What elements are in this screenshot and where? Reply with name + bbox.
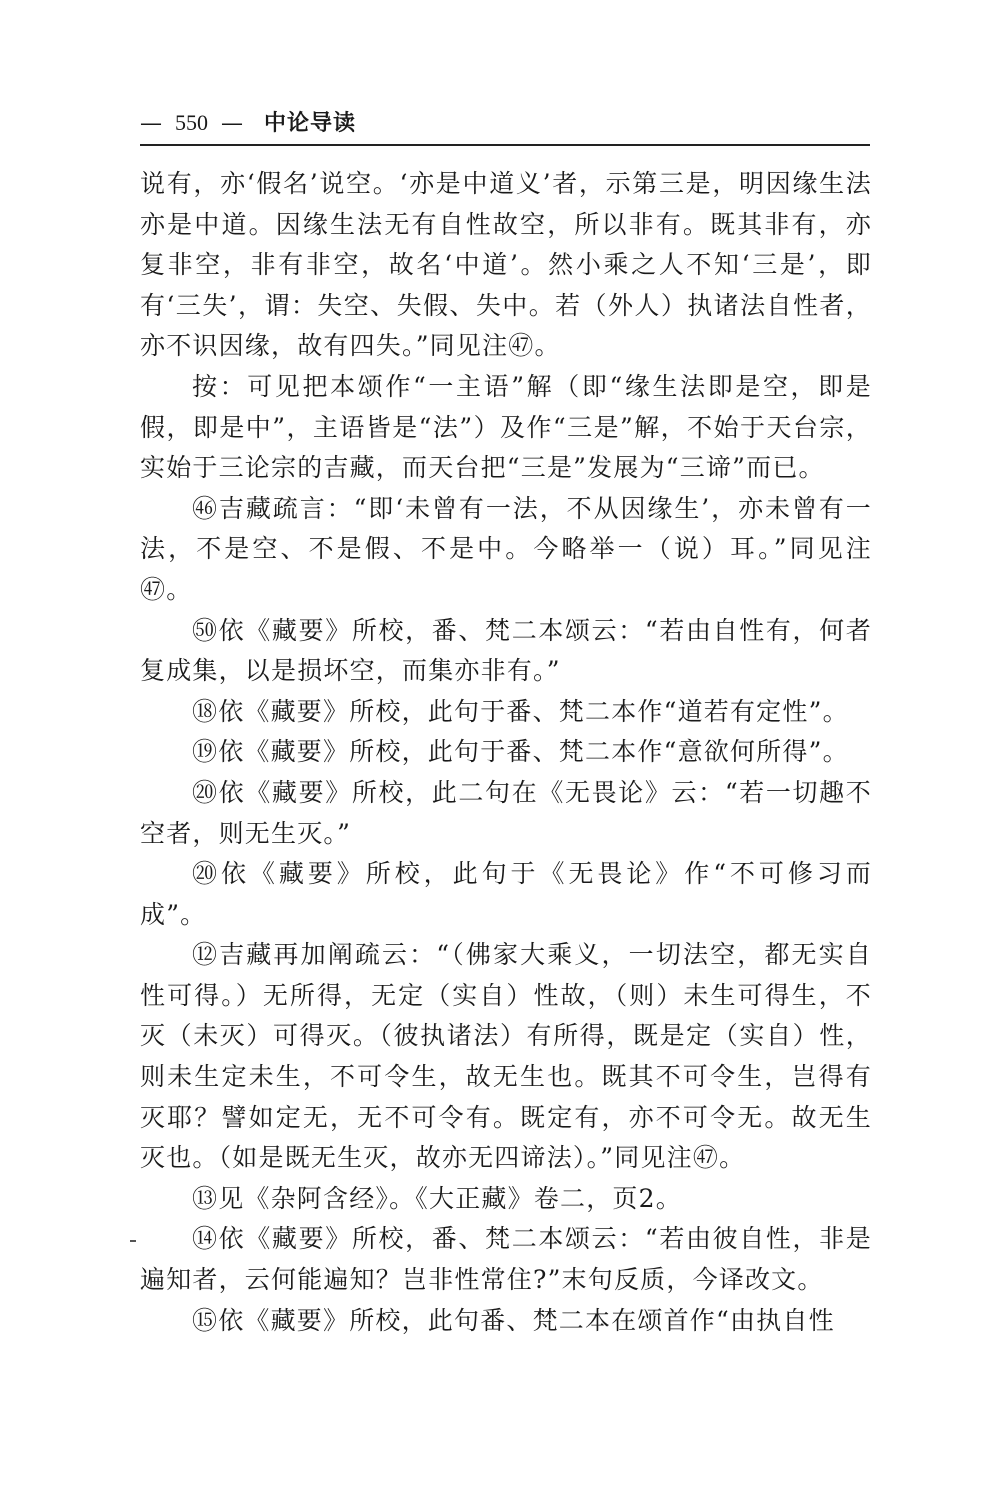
- paragraph-continuation: 说有，亦‘假名’说空。‘亦是中道义’者，示第三是，明因缘生法亦是中道。因缘生法无有自性故空，所以非有。既其非有，亦复非空，非有非空，故名‘中道’。然小乘之人不知‘三是’，即有‘三失’，谓：失空、失假、失中。若（外人）执诸法自性者，亦不识因缘，故有四失。”同见注㊼。: [140, 169, 872, 361]
- note-63: ⑬见《杂阿含经》。《大正藏》卷二，页2。: [192, 1183, 682, 1213]
- book-title: 中论导读: [264, 110, 357, 136]
- note-57: ㊿依《藏要》所校，番、梵二本颂云：“若由自性有，何者复成集，以是损坏空，而集亦非有。”: [140, 615, 872, 686]
- header-dash-right: —: [221, 111, 243, 136]
- note-60: ⑳依《藏要》所校，此二句在《无畏论》云：“若一切趣不空者，则无生灭。”: [140, 777, 872, 848]
- note-58: ⑱依《藏要》所校，此句于番、梵二本作“道若有定性”。: [192, 696, 849, 726]
- note-65: ⑮依《藏要》所校，此句番、梵二本在颂首作“由执自性: [192, 1305, 835, 1335]
- margin-mark: [130, 1240, 136, 1242]
- note-59: ⑲依《藏要》所校，此句于番、梵二本作“意欲何所得”。: [192, 737, 849, 767]
- paragraph-commentary: 按：可见把本颂作“一主语”解（即“缘生法即是空，即是假，即是中”，主语皆是“法”）及作“三是”解，不始于天台宗，实始于三论宗的吉藏，而天台把“三是”发展为“三谛”而已。: [140, 371, 872, 483]
- body-text: [140, 164, 872, 1341]
- note-64: ⑭依《藏要》所校，番、梵二本颂云：“若由彼自性，非是遍知者，云何能遍知？岂非性常住?”末句反质，今译改文。: [140, 1224, 872, 1295]
- running-header: [140, 108, 870, 146]
- header-dash-left: —: [140, 111, 162, 136]
- note-62: ⑫吉藏再加阐疏云：“（佛家大乘义，一切法空，都无实自性可得。）无所得，无定（实自）性故，（则）未生可得生，不灭（未灭）可得灭。（彼执诸法）有所得，既是定（实自）性，则未生定未生，不可令生，故无生也。既其不可令生，岂得有灭耶？譬如定无，无不可令有。既定有，亦不可令无。故无生灭也。（如是既无生灭，故亦无四谛法）。”同见注㊼。: [140, 940, 872, 1173]
- note-56: ㊻吉藏疏言：“即‘未曾有一法，不从因缘生’，亦未曾有一法，不是空、不是假、不是中。今略举一（说）耳。”同见注㊼。: [140, 493, 872, 604]
- note-61: ⑳依《藏要》所校，此句于《无畏论》作“不可修习而成”。: [140, 859, 872, 929]
- page-number: 550: [175, 110, 208, 135]
